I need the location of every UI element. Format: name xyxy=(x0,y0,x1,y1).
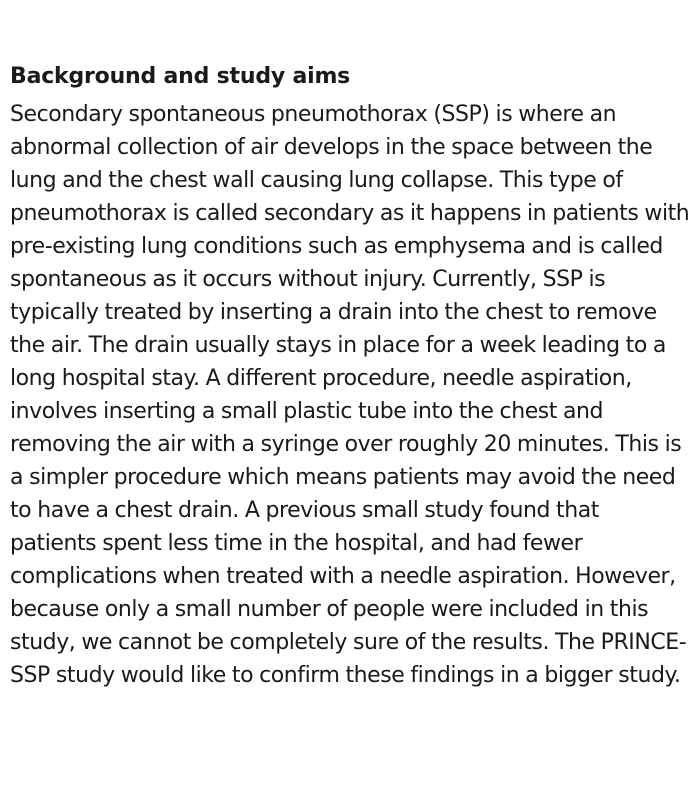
section-heading: Background and study aims xyxy=(10,64,351,89)
section-body-paragraph: Secondary spontaneous pneumothorax (SSP) is where an abnormal collection of air develops in the space between the lung and the chest wall causing lung collapse. This type of pneumothorax is called secondary as it happens in patients with pre-existing lung conditions such as emphysema and is called spontaneous as it occurs without injury. Currently, SSP is typically treated by inserting a drain into the chest to remove the air. The drain usually stays in place for a week leading to a long hospital stay. A different procedure, needle aspiration, involves inserting a small plastic tube into the chest and removing the air with a syringe over roughly 20 minutes. This is a simpler procedure which means patients may avoid the need to have a chest drain. A previous small study found that patients spent less time in the hospital, and had fewer complications when treated with a needle aspiration. However, because only a small number of people were included in this study, we cannot be completely sure of the results. The PRINCE-SSP study would like to confirm these findings in a bigger study. xyxy=(10,102,690,688)
